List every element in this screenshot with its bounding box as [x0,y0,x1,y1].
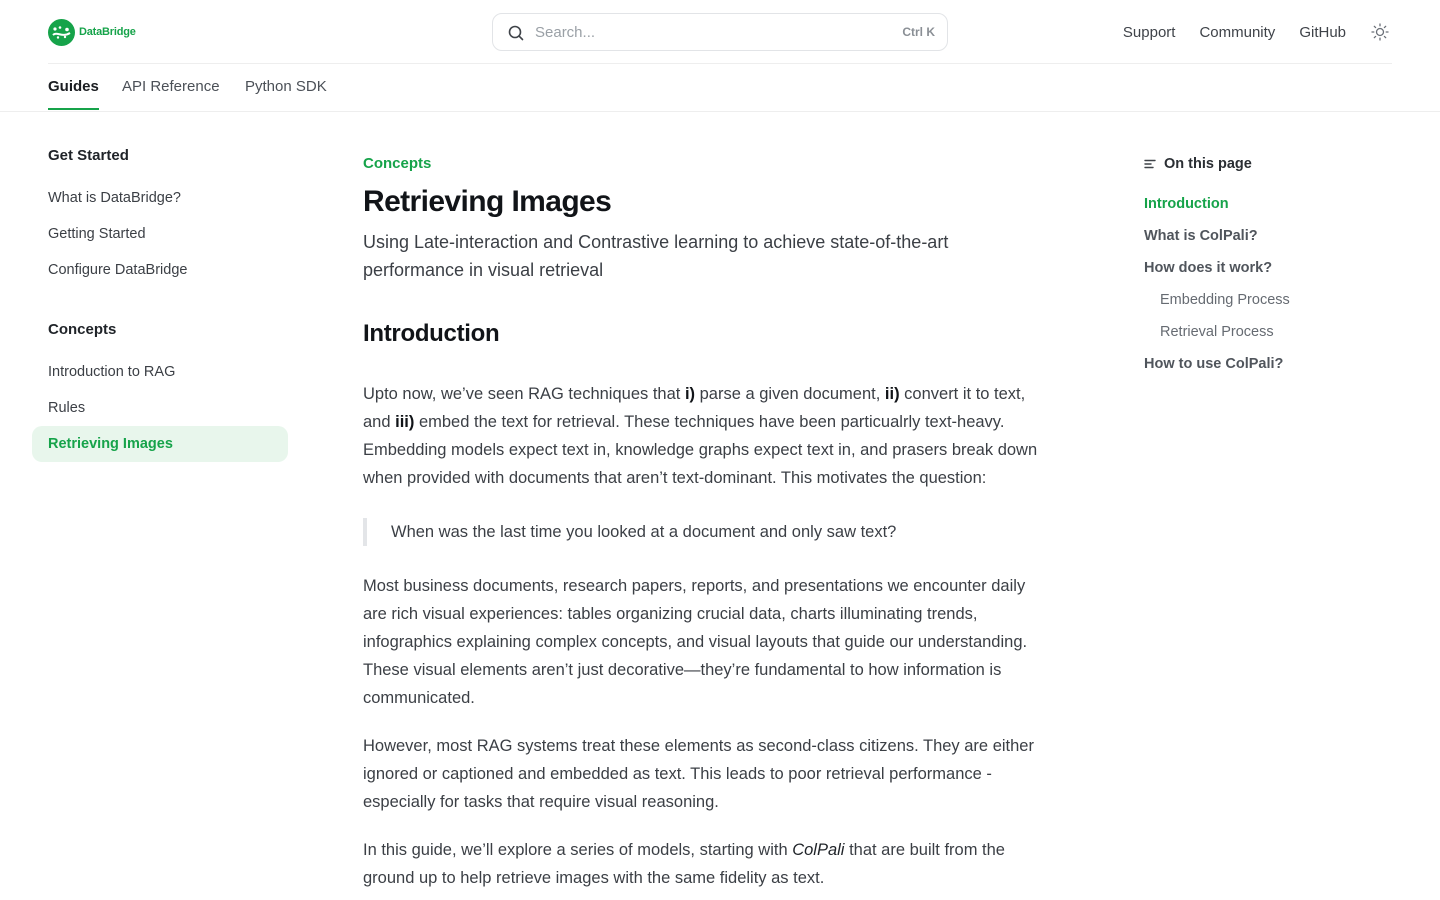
support-link[interactable]: Support [1122,23,1176,41]
main-content [363,152,1045,892]
visual-documents-paragraph: Most business documents, research papers, reports, and presentations we encounter daily are rich visual experiences: tables organizing crucial data, charts illuminating trends, infographics explaining complex concepts, and visual layouts that guide our understanding. These visual elements aren’t just decorative—they’re fundamental to how information is communicated. [363,577,1028,707]
sidebar-item-introduction-to-rag[interactable]: Introduction to RAG [48,364,176,380]
toc-title: On this page [1144,152,1404,176]
logo[interactable] [48,18,136,46]
blockquote: When was the last time you looked at a document and only saw text? [363,518,1045,546]
tab-api-reference[interactable]: API Reference [122,78,220,95]
search-icon [507,24,525,42]
toc-item-how-does-it-work[interactable]: How does it work? [1144,260,1273,276]
nav-tabs [0,64,1440,112]
search-placeholder: Search... [535,24,596,41]
toc-item-what-is-colpali[interactable]: What is ColPali? [1144,228,1258,244]
sidebar-item-configure-databridge[interactable]: Configure DataBridge [48,262,188,278]
sidebar [32,140,288,462]
sidebar-item-retrieving-images[interactable]: Retrieving Images [32,426,288,462]
logo-text: DataBridge [79,26,136,38]
search-shortcut: Ctrl K [902,25,935,39]
toc-item-retrieval-process[interactable]: Retrieval Process [1160,324,1274,340]
page-subtitle: Using Late-interaction and Contrastive learning to achieve state-of-the-art performance in visual retrieval [363,232,949,280]
tab-python-sdk[interactable]: Python SDK [245,78,327,95]
guide-paragraph: In this guide, we’ll explore a series of models, starting with ColPali that are built from the ground up to help retrieve images with the same fidelity as text. [363,841,1005,887]
sidebar-item-getting-started[interactable]: Getting Started [48,226,146,242]
top-links [1123,20,1392,44]
table-of-contents [1144,152,1404,380]
theme-toggle-button[interactable] [1368,20,1392,44]
toc-item-how-to-use-colpali[interactable]: How to use ColPali? [1144,356,1284,372]
sun-icon [1371,23,1389,41]
list-icon [1144,158,1156,170]
rag-systems-paragraph: However, most RAG systems treat these elements as second-class citizens. They are either ignored or captioned and embedded as text. This leads to poor retrieval performance - especially for tasks that require visual reasoning. [363,737,1034,811]
introduction-heading: Introduction [363,320,500,347]
section-eyebrow: Concepts [363,155,432,172]
logo-mark-icon [48,19,75,46]
page-title: Retrieving Images [363,185,612,218]
sidebar-heading-concepts: Concepts [48,321,117,338]
intro-paragraph: Upto now, we’ve seen RAG techniques that i) parse a given document, ii) convert it to text, and iii) embed the text for retrieval. These techniques have been particualrly text-heavy. Embedding models expect text in, knowledge graphs expect text in, and prasers break down when provided with documents that aren’t text-dominant. This motivates the question: [363,385,1038,487]
top-header [48,0,1392,64]
sidebar-heading-get-started: Get Started [48,147,129,164]
github-link[interactable]: GitHub [1299,23,1346,41]
community-link[interactable]: Community [1199,23,1276,41]
toc-item-embedding-process[interactable]: Embedding Process [1160,292,1290,308]
tab-guides[interactable]: Guides [48,78,99,110]
sidebar-item-what-is-databridge[interactable]: What is DataBridge? [48,190,181,206]
sidebar-item-rules[interactable]: Rules [48,400,86,416]
toc-item-introduction[interactable]: Introduction [1144,196,1229,212]
search-input[interactable] [492,13,948,51]
